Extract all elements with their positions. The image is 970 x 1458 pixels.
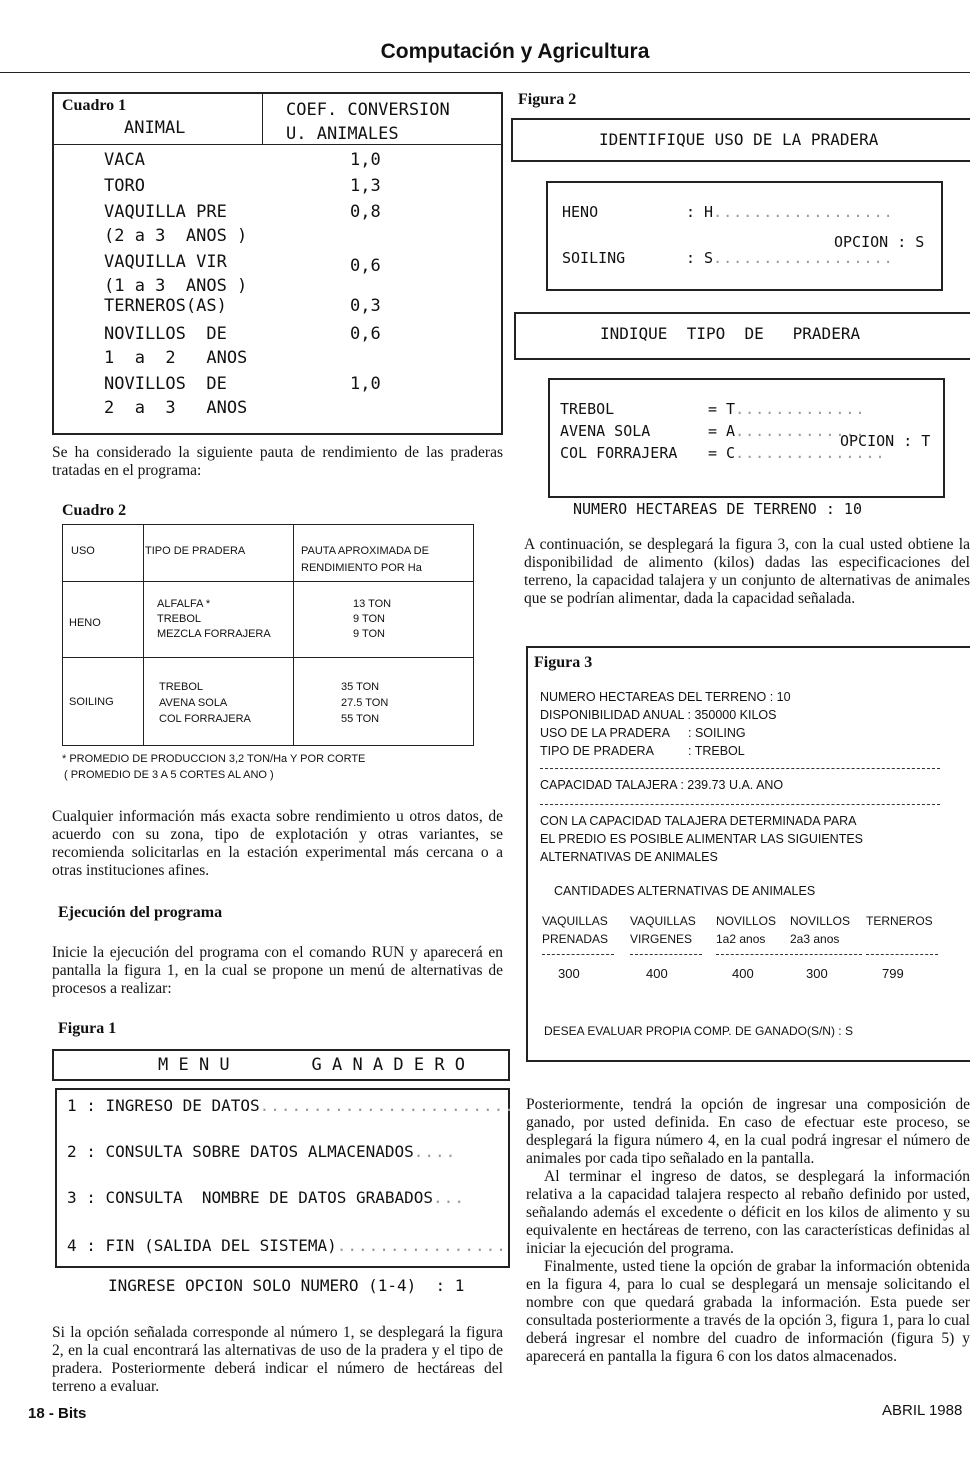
c2-val1-0: 13 TON [353,598,392,610]
f3-info-3-k: TIPO DE PRADERA [540,744,654,758]
cuadro1-table [52,92,503,435]
figura2-title2-box [514,312,970,360]
f3-dash-2 [540,804,940,805]
figura2-uso-box [546,181,943,291]
footer-right: ABRIL 1988 [882,1402,963,1419]
text2-block [52,808,503,880]
page-header-title: Computación y Agricultura [380,40,650,63]
f3-msg-0: CON LA CAPACIDAD TALAJERA DETERMINADA PARA [540,814,857,828]
f3-col-0-h2: PRENADAS [542,932,609,946]
menu-item-3-label: 3 : CONSULTA NOMBRE DE DATOS GRABADOS [67,1188,434,1207]
uso-heno-value[interactable] [686,203,894,221]
uso-soiling-key: SOILING [562,249,626,267]
f3-question[interactable]: DESEA EVALUAR PROPIA COMP. DE GANADO(S/N) : S [544,1024,853,1038]
figura3-box [526,646,970,1062]
cuadro2-label: Cuadro 2 [62,502,127,519]
f3-col-0-rule [542,954,614,955]
cuadro1-col-coef-1: COEF. CONVERSION [286,100,450,120]
cuadro1-animal-2: VAQUILLA PRE [104,202,227,222]
uso-heno-value-text: : H [686,203,714,221]
menu-item-2-label: 2 : CONSULTA SOBRE DATOS ALMACENADOS [67,1142,414,1161]
uso-soiling-dots: .................. [713,249,894,267]
cuadro1-animal-6: NOVILLOS DE [104,374,227,394]
cuadro1-col-divider [262,94,263,144]
tipo-col-dots: ............... [735,444,886,462]
cuadro1-animal-0: VACA [104,150,145,170]
menu-item-1-dots: ........................ [259,1096,515,1115]
tipo-col-value-text: = C [708,444,736,462]
cuadro1-animal-3: VAQUILLA VIR [104,252,227,272]
f3-dash-1 [540,768,940,769]
cuadro1-animal-1: TORO [104,176,145,196]
f3-info-1-k: DISPONIBILIDAD ANUAL [540,708,685,722]
c2-vals2 [341,679,388,727]
text1: Se ha considerado la siguiente pauta de rendimiento de las praderas tratadas en el programa: [52,444,503,479]
uso-soiling-value-text: : S [686,249,714,267]
f3-col-1-value: 400 [646,966,668,981]
cuadro1-coef-4: 0,3 [350,296,381,316]
f3-info-row-0 [540,688,791,706]
menu-item-4-dots: ................ [336,1236,507,1255]
menu-item-2-dots: .... [413,1142,457,1161]
c2-note1: * PROMEDIO DE PRODUCCION 3,2 TON/Ha Y POR CORTE [62,753,366,765]
tipo-avena-value-text: = A [708,422,736,440]
text2: Cualquier información más exacta sobre rendimiento u otros datos, de acuerdo con su zona, tipo de explotación y otras variantes, se recomienda solicitarlas en la estación experimental más cercana o a otras instituciones afines. [52,808,503,879]
menu-item-4[interactable] [67,1236,507,1255]
figura3-info [540,688,791,760]
f3-col-3-h1: NOVILLOS [790,914,851,928]
c2-vline-1 [143,525,144,745]
f3-info-2-v: : SOILING [688,726,746,740]
figura2-hectareas[interactable]: NUMERO HECTAREAS DE TERRENO : 10 [573,500,862,518]
tipo-trebol-key: TREBOL [560,400,615,418]
f3-col-3-value: 300 [806,966,828,981]
f3-col-2-h2: 1a2 anos [716,932,766,946]
footer-left: 18 - Bits [28,1405,87,1422]
figura2-label: Figura 2 [518,91,577,108]
figura1-menu-box [55,1088,515,1268]
text6-8-block [526,1096,970,1366]
text4-block [52,1324,503,1396]
text6: Posteriormente, tendrá la opción de ingresar una composición de ganado, por usted definida. En caso de efectuar este proceso, se desplegará la figura número 4, en la cual podrá ingresar el número de animales por cada tipo señalado en la pantalla. [526,1096,970,1167]
f3-info-2-k: USO DE LA PRADERA [540,726,670,740]
f3-capacidad: CAPACIDAD TALAJERA : 239.73 U.A. ANO [540,778,784,792]
cuadro1-col-animal: ANIMAL [124,118,186,138]
cuadro1-animal-2-line2: (2 a 3 ANOS ) [104,226,248,246]
uso-heno-key: HENO [562,203,599,221]
c2-tipo2-0: TREBOL [159,681,204,693]
c2-val2-1: 27.5 TON [341,697,389,709]
figura2-title1-box [511,118,970,162]
cuadro1-coef-3: 0,6 [350,256,381,276]
f3-info-row-2 [540,724,791,742]
c2-val1-2: 9 TON [353,628,385,640]
c2-uso-heno: HENO [69,617,101,629]
f3-col-1-rule [630,954,702,955]
uso-soiling-value[interactable] [686,249,894,267]
f3-msg-1: EL PREDIO ES POSIBLE ALIMENTAR LAS SIGUIENTES [540,832,864,846]
f3-info-row-1 [540,706,791,724]
f3-info-3-v: : TREBOL [688,744,745,758]
cuadro1-coef-0: 1,0 [350,150,381,170]
cuadro1-animal-4: TERNEROS(AS) [104,296,227,316]
f3-col-2-value: 400 [732,966,754,981]
f3-col-4-value: 799 [882,966,904,981]
figura2-title1: IDENTIFIQUE USO DE LA PRADERA [599,130,879,149]
figura3-label: Figura 3 [534,654,593,671]
figura1-label: Figura 1 [58,1020,117,1037]
f3-col-0-value: 300 [558,966,580,981]
f3-col-1-h1: VAQUILLAS [630,914,696,928]
menu-item-1-label: 1 : INGRESO DE DATOS [67,1096,260,1115]
opcion-uso[interactable]: OPCION : S [834,233,925,251]
c2-val1-1: 9 TON [353,613,385,625]
text5-block [524,536,970,608]
c2-tipo2-2: COL FORRAJERA [159,713,251,725]
text1-block [52,444,503,480]
tipo-trebol-value[interactable] [708,400,866,418]
f3-col-3-rule [790,954,862,955]
c2-hline-2 [63,657,473,658]
f3-col-2-h1: NOVILLOS [716,914,777,928]
text5: A continuación, se desplegará la figura 3, con la cual usted obtiene la disponibilidad de alimento (kilos) dadas las especificaciones del terreno, la capacidad talajera y un conjunto de alternativas de animales que se podrían alimentar, dada la capacidad señalada. [524,536,970,607]
c2-tipos1 [157,597,271,642]
c2-h-uso: USO [71,545,95,557]
cuadro1-animal-5-line2: 1 a 2 ANOS [104,348,248,368]
menu-item-3-dots: ... [433,1188,465,1207]
cuadro1-header-rule [54,144,503,145]
c2-tipo1-1: TREBOL [157,613,202,625]
menu-item-3[interactable] [67,1188,465,1207]
figura1-title-box [52,1049,510,1081]
f3-info-0-k: NUMERO HECTAREAS DEL TERRENO [540,690,767,704]
tipo-trebol-value-text: = T [708,400,736,418]
menu-item-2[interactable] [67,1142,456,1161]
f3-msg-2: ALTERNATIVAS DE ANIMALES [540,850,718,864]
f3-col-1-h2: VIRGENES [630,932,693,946]
f3-cantidades: CANTIDADES ALTERNATIVAS DE ANIMALES [554,884,816,898]
figura1-prompt: INGRESE OPCION SOLO NUMERO (1-4) : 1 [108,1276,465,1295]
cuadro2-table [62,524,474,746]
cuadro1-coef-6: 1,0 [350,374,381,394]
f3-info-row-3 [540,742,791,760]
text3-block [52,944,503,998]
figura2-title2: INDIQUE TIPO DE PRADERA [600,324,861,343]
tipo-trebol-dots: ............. [735,400,866,418]
f3-msg [540,812,863,866]
f3-col-0-h1: VAQUILLAS [542,914,608,928]
figura2-tipo-box [548,378,945,498]
c2-note2: ( PROMEDIO DE 3 A 5 CORTES AL ANO ) [64,769,274,781]
cuadro1-col-coef-2: U. ANIMALES [286,124,399,144]
c2-tipo1-0: ALFALFA * [157,598,211,610]
section-heading: Ejecución del programa [58,904,223,921]
c2-val2-2: 55 TON [341,713,380,725]
menu-item-1[interactable] [67,1096,515,1115]
c2-h-tipo: TIPO DE PRADERA [145,545,246,557]
c2-tipo1-2: MEZCLA FORRAJERA [157,628,271,640]
text3: Inicie la ejecución del programa con el comando RUN y aparecerá en pantalla la figura 1, en la cual se propone un menú de alternativas de procesos a realizar: [52,944,503,997]
cuadro1-coef-5: 0,6 [350,324,381,344]
tipo-avena-dots: ............. [735,422,866,440]
c2-tipo2-1: AVENA SOLA [159,697,228,709]
c2-h-pauta: PAUTA APROXIMADA DE RENDIMIENTO POR Ha [301,545,429,574]
text7: Al terminar el ingreso de datos, se desplegará la información relativa a la capacidad talajera respecto al rebaño definido por usted, señalando además el excedente o déficit en los kilos de alimento y su equivalente en hectáreas de terreno, con las características definidas al iniciar la ejecución del programa. [526,1168,970,1257]
c2-vals1 [353,597,391,642]
menu-item-4-label: 4 : FIN (SALIDA DEL SISTEMA) [67,1236,337,1255]
cuadro1-coef-2: 0,8 [350,202,381,222]
uso-heno-dots: .................. [713,203,894,221]
cuadro1-animal-3-line2: (1 a 3 ANOS ) [104,276,248,296]
c2-tipos2 [159,679,251,727]
f3-info-0-v: : 10 [769,690,791,704]
f3-col-3-h2: 2a3 anos [790,932,840,946]
cuadro1-animal-6-line2: 2 a 3 ANOS [104,398,248,418]
header-rule [0,72,970,73]
f3-info-1-v: : 350000 KILOS [687,708,777,722]
tipo-avena-key: AVENA SOLA [560,422,651,440]
f3-col-4-h1: TERNEROS [866,914,933,928]
figura1-title: M E N U G A N A D E R O [158,1055,466,1075]
cuadro1-animal-5: NOVILLOS DE [104,324,227,344]
opcion-tipo[interactable]: OPCION : T [840,432,931,450]
c2-val2-0: 35 TON [341,681,380,693]
c2-vline-2 [293,525,294,745]
c2-uso-soiling: SOILING [69,696,114,708]
f3-col-2-rule [716,954,788,955]
cuadro1-label: Cuadro 1 [62,97,127,114]
c2-hline-1 [63,581,473,582]
f3-col-4-rule [866,954,938,955]
text8: Finalmente, usted tiene la opción de grabar la información obtenida en la figura 4, para lo cual se desplegará un mensaje solicitando el nombre con que quedará grabada la información. Esta puede ser consultada posteriormente a través de la opción 3, figura 1, para lo cual deberá ingresar el nombre del cuadro de información (figura 5) y aparecerá en pantalla la figura 6 con los datos almacenados. [526,1258,970,1365]
text4: Si la opción señalada corresponde al número 1, se desplegará la figura 2, en la cual encontrará las alternativas de uso de la pradera y el tipo de pradera. Posteriormente deberá indicar el número de hectáreas del terreno a evaluar. [52,1324,503,1395]
cuadro1-coef-1: 1,3 [350,176,381,196]
tipo-col-key: COL FORRAJERA [560,444,678,462]
